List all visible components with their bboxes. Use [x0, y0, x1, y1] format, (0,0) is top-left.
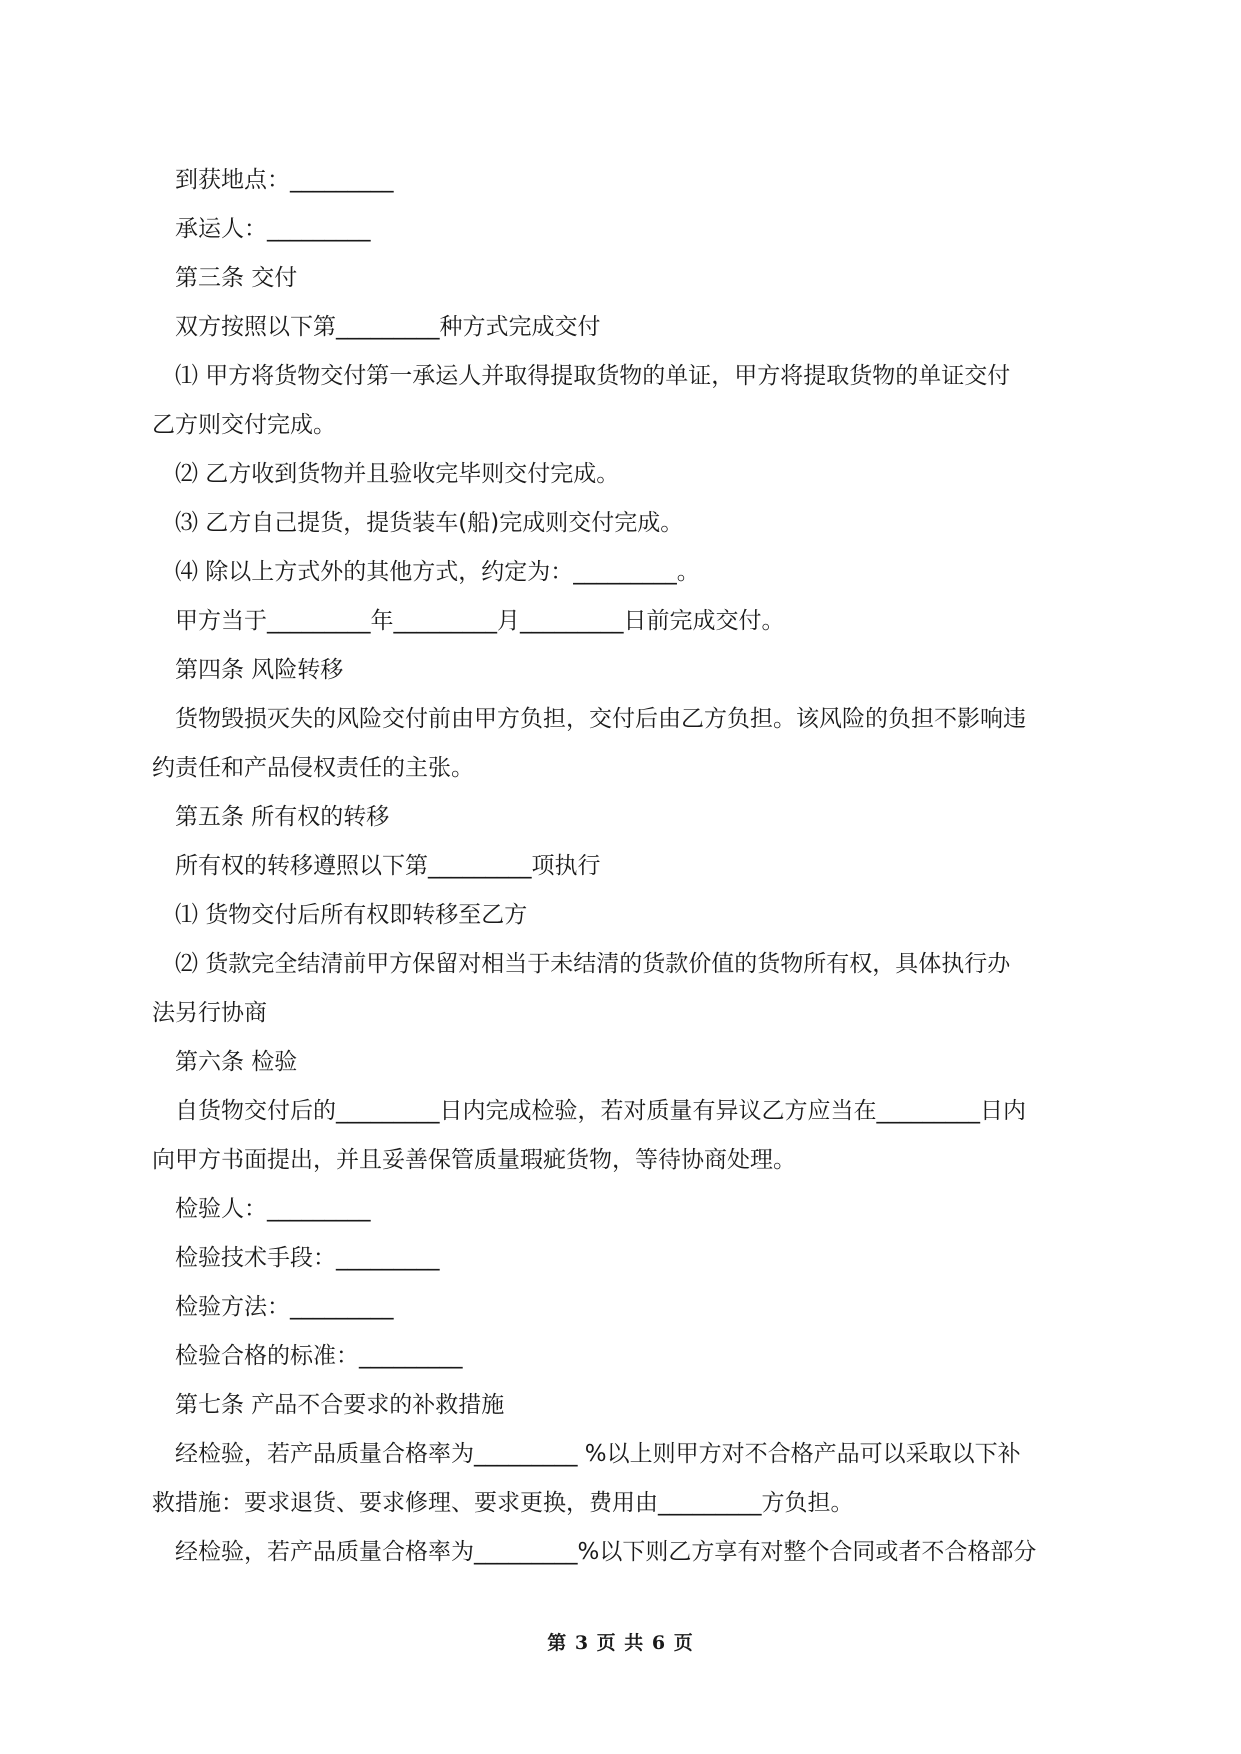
field-inspector: 检验人：_________ [175, 1196, 371, 1222]
article-4-text-cont: 约责任和产品侵权责任的主张。 [152, 755, 474, 781]
article-7-text-1: 经检验，若产品质量合格率为_________ %以上则甲方对不合格产品可以采取以下补 [175, 1441, 1021, 1467]
article-3-heading: 第三条 交付 [175, 265, 298, 291]
article-4-text: 货物毁损灭失的风险交付前由甲方负担，交付后由乙方负担。该风险的负担不影响违 [175, 706, 1026, 732]
article-3-delivery-date: 甲方当于_________年_________月_________日前完成交付。 [175, 608, 785, 634]
article-5-item-2: ⑵ 货款完全结清前甲方保留对相当于未结清的货款价值的货物所有权，具体执行办 [175, 951, 1011, 977]
article-5-intro: 所有权的转移遵照以下第_________项执行 [175, 853, 601, 879]
field-inspection-standard: 检验合格的标准：_________ [175, 1343, 463, 1369]
article-3-item-2: ⑵ 乙方收到货物并且验收完毕则交付完成。 [175, 461, 620, 487]
article-4-heading: 第四条 风险转移 [175, 657, 344, 683]
field-arrival-location: 到获地点：_________ [175, 167, 394, 193]
page-number-footer: 第 3 页 共 6 页 [547, 1632, 694, 1654]
article-5-heading: 第五条 所有权的转移 [175, 804, 390, 830]
article-5-item-2-cont: 法另行协商 [152, 1000, 267, 1026]
article-3-item-3: ⑶ 乙方自己提货，提货装车(船)完成则交付完成。 [175, 510, 684, 536]
article-5-item-1: ⑴ 货物交付后所有权即转移至乙方 [175, 902, 528, 928]
article-3-item-1-cont: 乙方则交付完成。 [152, 412, 336, 438]
article-7-text-2: 经检验，若产品质量合格率为_________%以下则乙方享有对整个合同或者不合格部分 [175, 1539, 1037, 1565]
article-3-intro: 双方按照以下第_________种方式完成交付 [175, 314, 601, 340]
article-3-item-4: ⑷ 除以上方式外的其他方式，约定为：_________。 [175, 559, 700, 585]
field-inspection-technique: 检验技术手段：_________ [175, 1245, 440, 1271]
article-6-text: 自货物交付后的_________日内完成检验，若对质量有异议乙方应当在_________日内 [175, 1098, 1026, 1124]
field-carrier: 承运人：_________ [175, 216, 371, 242]
article-6-text-cont: 向甲方书面提出，并且妥善保管质量瑕疵货物，等待协商处理。 [152, 1147, 796, 1173]
field-inspection-method: 检验方法：_________ [175, 1294, 394, 1320]
document-body [152, 156, 1095, 1577]
article-7-heading: 第七条 产品不合要求的补救措施 [175, 1392, 505, 1418]
article-3-item-1: ⑴ 甲方将货物交付第一承运人并取得提取货物的单证，甲方将提取货物的单证交付 [175, 363, 1011, 389]
article-6-heading: 第六条 检验 [175, 1049, 298, 1075]
article-7-text-1-cont: 救措施：要求退货、要求修理、要求更换，费用由_________方负担。 [152, 1490, 854, 1516]
